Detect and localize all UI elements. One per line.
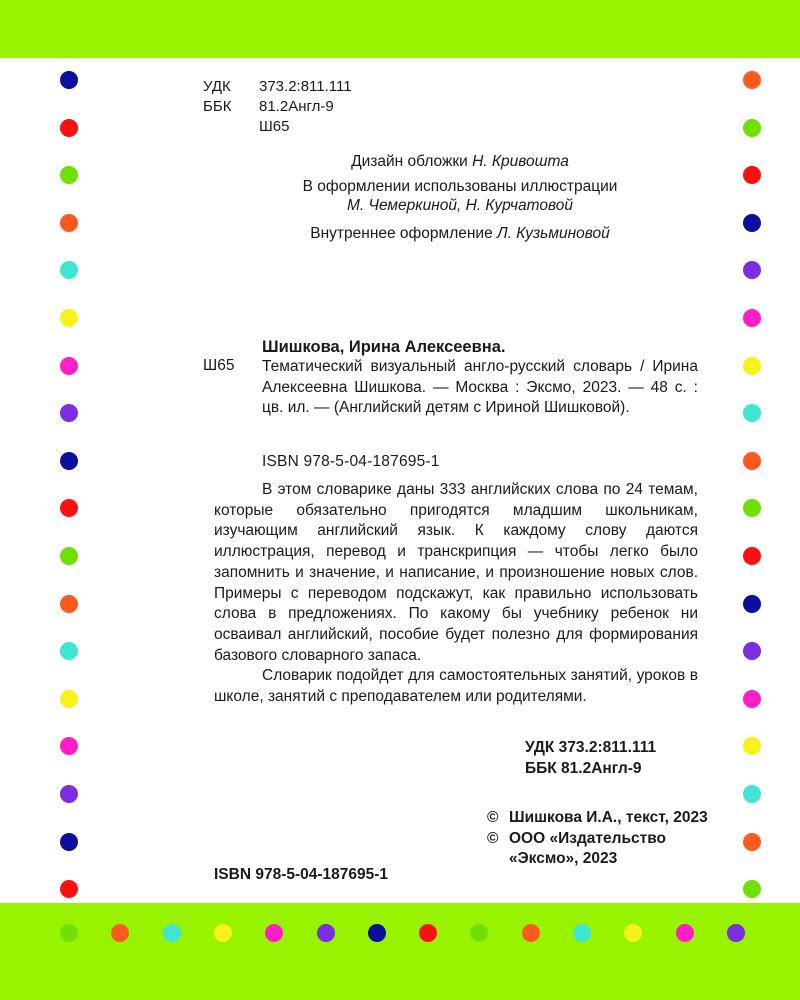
isbn-line: ISBN 978-5-04-187695-1 [262,453,440,470]
decorative-dot [60,452,78,470]
author-sign-code: Ш65 [203,357,235,374]
decorative-dot [743,833,761,851]
annotation-paragraph-1: В этом словарике даны 333 английских слова по 24 темам, которые обязательно пригодятся младшим школьникам, изучающим английский язык. К каждому слову даются иллюстрация, перевод и транскрипция — чтобы легко было запомнить и значение, и написание, и произношение новых слов. Примеры с переводом подскажут, как правильно использовать слова в предложениях. По какому бы учебнику ребенок ни осваивал английский, пособие будет полезно для формирования базового словарного запаса. [214,481,698,664]
copyright-author [487,808,717,829]
decorative-dot [743,642,761,660]
decorative-dot [368,924,386,942]
decorative-dot [60,357,78,375]
copyright-author-text: Шишкова И.А., текст, 2023 [509,809,708,826]
annotation [214,480,698,708]
author-sign-value: Ш65 [259,118,290,135]
decorative-dot [743,595,761,613]
decorative-dot [743,214,761,232]
copyright-block [487,808,717,870]
illustrations-label: В оформлении использованы иллюстрации [302,178,618,195]
decorative-dot [573,924,591,942]
decorative-dot [60,924,78,942]
inner-design-label: Внутреннее оформление [310,225,498,242]
copyright-publisher [487,829,717,870]
bold-library-codes [525,737,656,779]
decorative-dot [60,309,78,327]
decorative-dot [743,309,761,327]
udk-key: УДК [203,78,231,95]
cover-design-credit [240,152,680,171]
bold-bbk: ББК 81.2Англ-9 [525,760,642,777]
decorative-dot [60,690,78,708]
cover-designer-name: Н. Кривошта [472,153,569,170]
decorative-dot [60,737,78,755]
author-sign-key [203,117,259,137]
annotation-paragraph-2: Словарик подойдет для самостоятельных занятий, уроков в школе, занятий с преподавателем или родителями. [214,667,698,706]
decorative-dot [743,737,761,755]
isbn-bottom: ISBN 978-5-04-187695-1 [214,866,389,883]
decorative-dot [743,119,761,137]
decorative-dot [60,404,78,422]
decorative-dot [317,924,335,942]
decorative-dot [60,214,78,232]
illustrators-names: М. Чемеркиной, Н. Курчатовой [346,197,574,214]
bbk-value: 81.2Англ-9 [259,98,334,115]
bibliographic-description: Тематический визуальный англо-русский словарь / Ирина Алексеевна Шишкова. — Москва : Эксмо, 2023. — 48 с. : цв. ил. — (Английский детям с Ириной Шишковой). [262,358,698,416]
decorative-dot [60,833,78,851]
decorative-dot [60,71,78,89]
decorative-dot [214,924,232,942]
decorative-dot [60,595,78,613]
decorative-dot [60,547,78,565]
illustrations-credit [220,177,700,215]
decorative-dot [743,499,761,517]
copyright-icon: © [487,829,499,847]
bbk-key: ББК [203,98,232,115]
udk-value: 373.2:811.111 [259,78,352,95]
copyright-publisher-text: ООО «Издательство «Эксмо», 2023 [509,829,666,867]
copyright-icon: © [487,809,499,826]
decorative-dot [60,642,78,660]
author-sign-row [203,117,352,137]
decorative-dot [743,166,761,184]
decorative-dot [743,785,761,803]
decorative-dot [743,357,761,375]
decorative-dot [676,924,694,942]
decorative-dot [743,261,761,279]
decorative-dot [743,690,761,708]
author-heading: Шишкова, Ирина Алексеевна. [262,338,506,356]
bottom-green-band [0,903,800,1000]
decorative-dot [743,71,761,89]
decorative-dot [743,880,761,898]
decorative-dot [743,404,761,422]
decorative-dot [60,880,78,898]
bbk-row [203,97,352,117]
decorative-dot [727,924,745,942]
decorative-dot [419,924,437,942]
decorative-dot [60,119,78,137]
decorative-dot [60,261,78,279]
udk-row [203,77,352,97]
decorative-dot [60,499,78,517]
inner-design-credit [230,224,690,243]
decorative-dot [743,452,761,470]
decorative-dot [522,924,540,942]
decorative-dot [60,785,78,803]
top-green-band [0,0,800,58]
decorative-dot [163,924,181,942]
decorative-dot [743,547,761,565]
inner-designer-name: Л. Кузьминовой [497,225,610,242]
library-codes [203,77,352,137]
decorative-dot [60,166,78,184]
bold-udk: УДК 373.2:811.111 [525,739,657,756]
cover-design-label: Дизайн обложки [351,153,473,170]
